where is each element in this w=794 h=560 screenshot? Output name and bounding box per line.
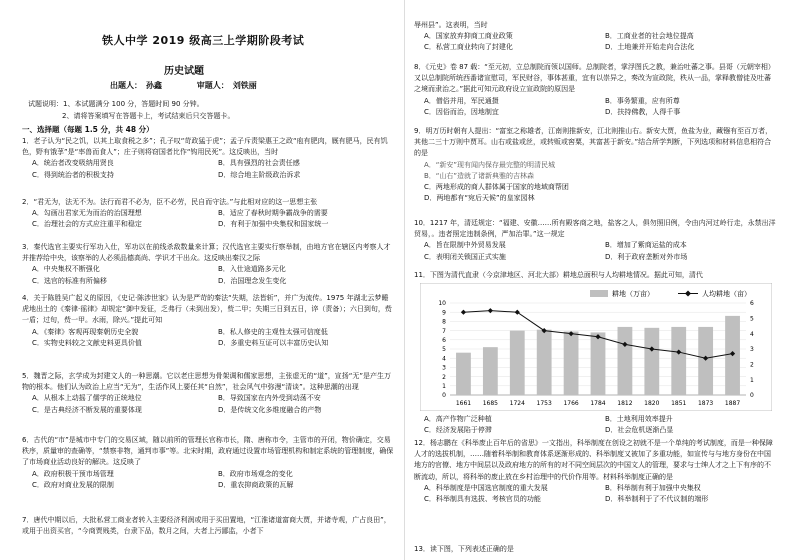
instructions (28, 98, 388, 122)
bar (537, 330, 552, 395)
question-11 (414, 270, 776, 281)
option-a: A．统治者改变吸纳用贤良 (32, 159, 114, 168)
option-a: A．“新安”现有闻内保存最完整的明清民城 (424, 160, 556, 169)
bar (671, 327, 686, 395)
right-tick-label: 0 (750, 392, 754, 400)
question-options (414, 31, 776, 53)
question-10 (414, 218, 776, 263)
bar (510, 331, 525, 395)
option-d: D．多重史料互证可以丰富历史认知 (218, 338, 329, 347)
option-c: C．两地形成的商人群体属于国家的地域商帮团 (424, 183, 569, 192)
question-options (22, 158, 394, 180)
question-4 (22, 293, 394, 349)
option-b: B．具有强烈的社会责任感 (218, 159, 300, 168)
legend-line-label: 人均耕地（亩） (702, 290, 751, 298)
option-b: B．入仕途道路多元化 (218, 265, 286, 274)
question-12 (414, 438, 776, 505)
right-tick-label: 2 (750, 361, 754, 369)
option-b: B．工商业者的社会地位提高 (605, 32, 694, 41)
option-c: C．选官的标准有所偏移 (32, 276, 107, 285)
question-1 (22, 136, 394, 181)
x-tick-label: 1685 (482, 400, 499, 407)
option-c: C．因俗而治，因地制宜 (424, 107, 499, 116)
question-9 (414, 126, 776, 204)
question-options (22, 393, 394, 415)
option-a: A．科举制度是中国选官制度的重大发展 (424, 483, 548, 492)
question-stem: 5．魏晋之际，玄学成为封建文人的一种思潮。它以老庄思想为骨架调和儒家思想，主张虚无的“道”，宣扬“无”是产生万物的根本。他们认为政治上应当“无为”，生活作风上要任其“自然”，社会风气中弥漫“清谈”。这种思潮的出现 (22, 372, 391, 392)
option-d: D．社会危机逐渐凸显 (605, 426, 674, 435)
option-c: C．经济发展陷于停滞 (424, 426, 492, 435)
option-b: B．土地利用效率提升 (605, 415, 673, 423)
option-b: B．增加了紫商运盐的成本 (605, 241, 687, 250)
question-6 (22, 435, 394, 491)
option-d: D．是传统文化多维度融合的产物 (218, 405, 322, 414)
question-stem: 6．古代的“市”是城市中专门的交易区域，随以前所的管理长官称市长，隋、唐称市令，主管市的开闭，物价确定，交易秩序，质量审的查确等，“禁察非物，通判市事”等。北宋时期，政府通过设置市场管理机构和制定系统的管理制度，确保了市场商业活动良好的解决。这反映了 (22, 436, 394, 467)
question-options (414, 414, 776, 436)
question-stem: 3．秦代选官主要实行军功入仕，军功以在前线杀敌数量来计算；汉代选官主要实行察举制，由地方官在辖区内考察人才并推荐给中央，该察举的人必须品德高尚、学识才干出众。这反映出秦汉之际 (22, 243, 391, 263)
option-b: B．科举制有利于加强中央集权 (605, 483, 701, 492)
question-11-options (414, 414, 776, 436)
left-tick-label: 5 (442, 346, 446, 354)
question-options (22, 469, 394, 491)
left-tick-label: 4 (442, 355, 446, 363)
option-a: A．旨在限制中外贸易发展 (424, 241, 506, 250)
question-stem: 2．“君无为，法无不为。法行而君不必为，臣不必劳，民自而守法。”与此相对应的这一思想主张 (22, 198, 318, 206)
question-8 (414, 62, 776, 118)
bar (591, 332, 606, 395)
option-c: C．得到统治者的积极支持 (32, 170, 114, 179)
reviewer-label: 审题人： (196, 81, 229, 90)
x-tick-label: 1753 (536, 400, 552, 407)
left-tick-label: 10 (438, 300, 446, 308)
question-7-continued (414, 20, 776, 54)
option-c: C．治理社会的方式应注重平和稳定 (32, 220, 142, 229)
question-stem: 13．读下图，下列表述正确的是 (414, 545, 514, 553)
instruction-line-2: 2、请将答案填写在答题卡上，考试结束后只交答题卡。 (62, 112, 235, 120)
author-name: 孙鑫 (146, 81, 162, 90)
question-7 (22, 515, 394, 537)
x-tick-label: 1887 (724, 400, 741, 407)
left-tick-label: 8 (442, 318, 446, 326)
bar (483, 347, 498, 395)
x-tick-label: 1851 (671, 400, 687, 407)
option-a: A．僧俗并用，军民通摄 (424, 96, 499, 105)
option-c: C．政府对商业发展的限制 (32, 480, 114, 489)
option-d: D．利于政府垄断对外市场 (605, 252, 688, 261)
question-stem: 8．《元史》卷 87 载：“至元初，立总制院而领以国师。总制院者，掌浮图氏之教，兼治吐蕃之事。县哥（元朝宰相）又以总制院所统西番诸宣慰司，军民财谷，事体甚重，宜有以崇异之，奏改为宣政院，秩从一品，掌释教僧徒及吐蕃之境而隶治之。”据此可知元政府设立宣政院的原因是 (414, 63, 775, 94)
question-stem: 辱州县”。这表明，当时 (414, 21, 488, 29)
farmland-chart (420, 283, 772, 411)
left-tick-label: 9 (442, 309, 446, 317)
reviewer-name: 刘铁丽 (232, 81, 257, 90)
question-options (414, 96, 776, 118)
x-tick-label: 1724 (509, 400, 525, 407)
option-b: B．导致国家在内外受到动荡不安 (218, 394, 321, 403)
legend-bar-swatch (590, 290, 608, 297)
x-tick-label: 1661 (455, 400, 472, 407)
option-d: D．科举制利于了不代议制的端形 (605, 495, 709, 504)
option-a: A．高产作物广泛种植 (424, 415, 492, 423)
x-tick-label: 1766 (563, 400, 579, 407)
left-tick-label: 6 (442, 337, 446, 344)
author-label: 出题人： (110, 81, 142, 90)
option-d: D．两地都有“宛后天候”的皇家园林 (424, 194, 535, 203)
right-tick-label: 5 (750, 315, 754, 323)
question-stem: 12．杨志鹏在《科举废止百年后的省思》一文指出，科举制度在创设之初就不是一个单纯的考试制度，而是一种保障人才的选拔机制，……随着科举制和教育体系逐渐形成的、科举制度又被加了多重功能，如宣传与与地方身份在中国地方的官僚、地方中间层以及政府地方的所有的对不同空间层次的中国文人的管理，要求与士绅人才之上下有序的不断流动，所以，将科举的废止放在乡村治理中的代价作用等。材料科举制度正确的是 (414, 439, 773, 481)
question-5 (22, 371, 394, 416)
x-tick-label: 1820 (644, 400, 660, 407)
option-d: D．有利于加强中央集权和国家统一 (218, 220, 329, 229)
option-c: C．科举制具有选拔、考核官员的功能 (424, 495, 541, 504)
left-tick-label: 7 (442, 327, 446, 335)
option-d: D．治国理念发生变化 (218, 276, 287, 285)
authors-line (110, 80, 261, 91)
option-a: A．政府积极干预市场管理 (32, 469, 114, 478)
x-tick-label: 1784 (590, 400, 606, 407)
question-options (22, 208, 394, 230)
bar (564, 332, 579, 395)
question-stem: 10．1217 年，清廷规定：“福建、安徽……所有殿客商之地，盐客之人，俱勿照旧例，令由内河过岭行走，永禁出洋贸易，。违者照定违制条例，严加治罪。”这一规定 (414, 219, 776, 239)
option-c: C．表明闭关锁国正式实施 (424, 252, 506, 261)
option-a: A．国家放弃抑商工商业政策 (424, 32, 513, 41)
question-stem: 11．下图为清代直隶（今京津地区、河北大部）耕地总面积与人均耕地情况。据此可知，清代 (414, 271, 703, 279)
question-stem: 4．关于陈胜吴广起义的原因，《史记·陈涉世家》认为是严苛的秦法“失期，法皆斩”，并广为流传。1975 年湖北云梦睡虎地出土的《秦律·徭律》却规定“御中发征，乏弗行（未到出发），赀二甲；失期三日到五日，谇（责备）；六日到旬，赀一盾；过旬，赀一甲。水雨，除兴。”提此可知 (22, 294, 392, 325)
right-tick-label: 6 (750, 300, 754, 308)
option-a: A．中央集权不断强化 (32, 265, 100, 274)
left-tick-label: 0 (442, 392, 446, 400)
option-a: A．勾画出君家无为而治的治国理想 (32, 209, 142, 218)
left-tick-label: 1 (442, 383, 446, 390)
question-options (22, 327, 394, 349)
option-d: D．土地兼并开始走向合法化 (605, 43, 695, 52)
exam-title: 铁人中学 2019 级高三上学期阶段考试 (102, 34, 305, 47)
option-c: C．实物史料较之文献史料更具价值 (32, 338, 142, 347)
option-c: C．是古典经济不断发展的重要体现 (32, 405, 142, 414)
column-divider (404, 0, 405, 560)
question-stem: 1．老子认为“民之饥，以其上取食税之多”；孔子叹“苛政猛于虎”；孟子斥责梁惠王之政“庖有肥肉，厩有肥马，民有饥色，野有饿莩”是“率兽而食人”；庄子则将窃国者比作“钩用民死”。这反映出，当时 (22, 137, 388, 157)
question-stem: 9．明万历时朝有人提出：“富室之称雄者，江南则推新安，江北则推山右。新安大贾，鱼盐为业，藏镪有至百万者，其他二三十万则中贾耳。山右或盐或丝，或转贩或窖粟，其富甚于新安。”结合所学判断，下列选项和材料信息相符合的是 (414, 127, 773, 158)
option-b: B．私人修史的主观性太强可信度低 (218, 327, 328, 336)
right-tick-label: 4 (750, 330, 754, 338)
option-d: D．综合地主阶级政治诉求 (218, 170, 301, 179)
question-13 (414, 544, 776, 555)
question-3 (22, 242, 394, 287)
bar (644, 328, 659, 395)
option-a: A．从根本上动摇了儒学的正统地位 (32, 394, 142, 403)
question-2 (22, 197, 394, 231)
x-tick-label: 1812 (617, 400, 633, 407)
option-b: B．政府市场观念的变化 (218, 469, 293, 478)
subject-title: 历史试题 (164, 66, 204, 77)
x-tick-label: 1873 (697, 400, 714, 407)
bar (618, 327, 633, 395)
right-tick-label: 3 (750, 346, 754, 354)
bar (698, 327, 713, 395)
right-tick-label: 1 (750, 376, 754, 384)
option-b: B．“山右”造就了诸新典雅的吉林森 (424, 171, 535, 180)
question-options (414, 240, 776, 262)
left-tick-label: 2 (442, 373, 446, 381)
question-options (414, 483, 776, 505)
option-a: A．《秦律》客观再现秦朝历史全貌 (32, 327, 139, 336)
option-b: B．适应了春秋时期争霸战争的需要 (218, 209, 328, 218)
section-heading: 一、选择题（每题 1.5 分，共 48 分） (22, 125, 154, 134)
option-c: C．私营工商业转向了封建化 (424, 43, 513, 52)
question-options (22, 264, 394, 286)
option-d: D．重农抑商政策的瓦解 (218, 480, 294, 489)
legend-bar-label: 耕地（万亩） (612, 290, 654, 298)
left-tick-label: 3 (442, 364, 446, 372)
option-b: B．事务繁重，应有所尊 (605, 96, 680, 105)
instruction-line-1: 试题说明：1、本试题满分 100 分，答题时间 90 分钟。 (28, 100, 204, 108)
bar (456, 353, 471, 395)
question-stem: 7．唐代中期以后，大批私营工商业者转入主要经济利润或用于买田置地，“江淮诸道富商大贾，并诸寺观，广占良田”，或用于出资买官，“今商贾贱类，台隶下品，数月之间，大者上污鄙监，小者下 (22, 516, 391, 536)
option-d: D．扶持佛教，人得千事 (605, 107, 681, 116)
